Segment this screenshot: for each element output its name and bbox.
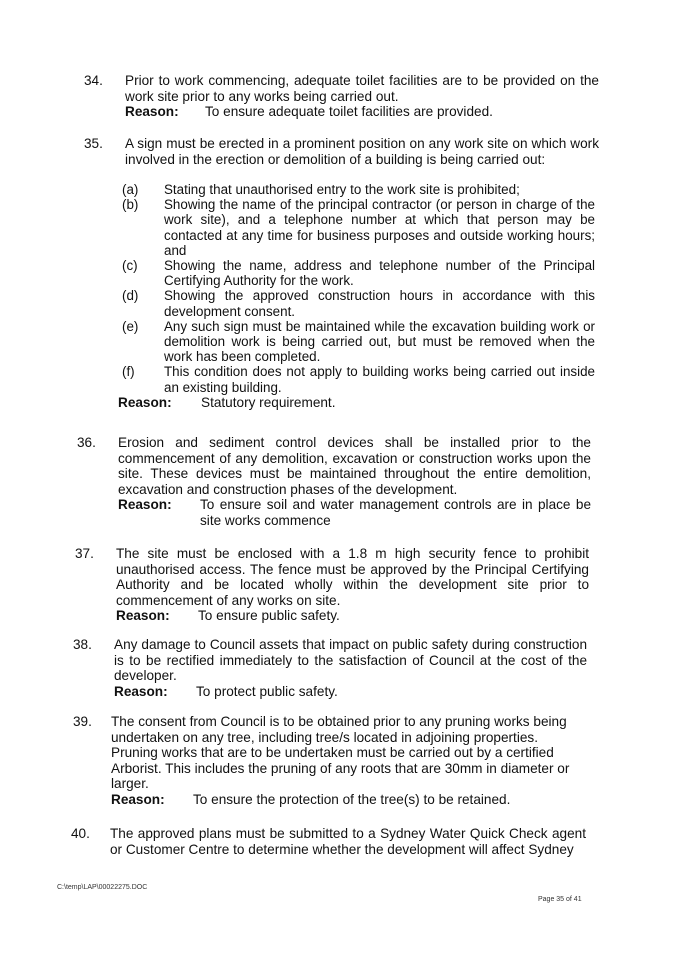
- condition-text: The approved plans must be submitted to a Sydney Water Quick Check agent or Customer Centre to determine whether the development will affect Sydney: [110, 826, 586, 857]
- reason-row: [118, 395, 595, 411]
- condition-number: 34.: [84, 73, 103, 88]
- list-item-text: Showing the approved construction hours in accordance with this development consent.: [164, 288, 595, 319]
- list-item-label: (a): [122, 182, 139, 197]
- reason-text: To ensure adequate toilet facilities are provided.: [205, 104, 493, 119]
- reason-label: Reason:: [118, 394, 172, 410]
- footer-file-path: C:\temp\LAP\00022275.DOC: [57, 884, 148, 891]
- reason-text: To ensure public safety.: [198, 608, 340, 623]
- list-item: [122, 258, 595, 288]
- list-item-label: (c): [122, 258, 138, 274]
- list-item-text: Stating that unauthorised entry to the work site is prohibited;: [164, 182, 520, 197]
- condition-number: 38.: [73, 637, 92, 652]
- reason-row: [114, 684, 587, 700]
- condition-text: A sign must be erected in a prominent position on any work site on which work involved in the erection or demolition of a building is being carried out:: [125, 136, 599, 167]
- condition-number: 35.: [84, 136, 103, 151]
- reason-label: Reason:: [114, 683, 168, 699]
- list-item-label: (e): [122, 318, 139, 334]
- list-item-text: Showing the name, address and telephone number of the Principal Certifying Authority for the work.: [164, 258, 595, 289]
- condition-number: 39.: [73, 714, 92, 729]
- list-item-text: Showing the name of the principal contractor (or person in charge of the work site), and a telephone number at which that person may be contacted at any time for business purposes and outside working hours; and: [164, 197, 595, 258]
- footer-page-number: Page 35 of 41: [538, 896, 582, 903]
- reason-row: [116, 608, 589, 624]
- reason-row: [118, 497, 591, 528]
- list-item: [122, 182, 595, 197]
- condition-text: Erosion and sediment control devices shall be installed prior to the commencement of any demolition, excavation or construction works upon the site. These devices must be maintained throughout the entire demolition, excavation and construction phases of the development.: [118, 435, 591, 497]
- condition-number: 40.: [71, 826, 90, 841]
- reason-row: [125, 104, 599, 120]
- list-item-text: This condition does not apply to building works being carried out inside an existing building.: [164, 364, 595, 395]
- list-item-text: Any such sign must be maintained while the excavation building work or demolition work is being carried out, but must be removed when the work has been completed.: [164, 318, 595, 365]
- reason-text: To protect public safety.: [196, 683, 338, 699]
- list-item-label: (d): [122, 288, 139, 304]
- condition-35-items: [118, 182, 595, 410]
- condition-text: The consent from Council is to be obtained prior to any pruning works being undertaken on any tree, including tree/s located in adjoining properties. Pruning works that are to be undertaken must be carried out by a certified Arborist. This includes the pruning of any roots that are 30mm in diameter or larger.: [111, 714, 570, 791]
- reason-text: Statutory requirement.: [201, 394, 336, 410]
- reason-label: Reason:: [118, 497, 172, 512]
- list-item: [122, 197, 595, 258]
- reason-text: To ensure the protection of the tree(s) to be retained.: [193, 791, 511, 807]
- list-item: [122, 288, 595, 318]
- reason-label: Reason:: [116, 608, 170, 623]
- condition-number: 37.: [75, 546, 94, 561]
- list-item: [122, 319, 595, 365]
- reason-label: Reason:: [111, 791, 165, 807]
- list-item-label: (f): [122, 364, 135, 380]
- condition-text: Prior to work commencing, adequate toilet facilities are to be provided on the work site prior to any works being carried out.: [125, 73, 599, 104]
- list-item-label: (b): [122, 197, 139, 213]
- condition-text: Any damage to Council assets that impact on public safety during construction is to be rectified immediately to the satisfaction of Council at the cost of the developer.: [114, 637, 587, 683]
- reason-label: Reason:: [125, 104, 179, 119]
- list-item: [122, 364, 595, 394]
- reason-text: To ensure soil and water management controls are in place be site works commence: [200, 497, 591, 528]
- condition-text: The site must be enclosed with a 1.8 m high security fence to prohibit unauthorised access. The fence must be approved by the Principal Certifying Authority and be located wholly within the development site prior to commencement of any works on site.: [116, 546, 589, 608]
- condition-number: 36.: [77, 435, 96, 450]
- reason-row: [111, 792, 585, 808]
